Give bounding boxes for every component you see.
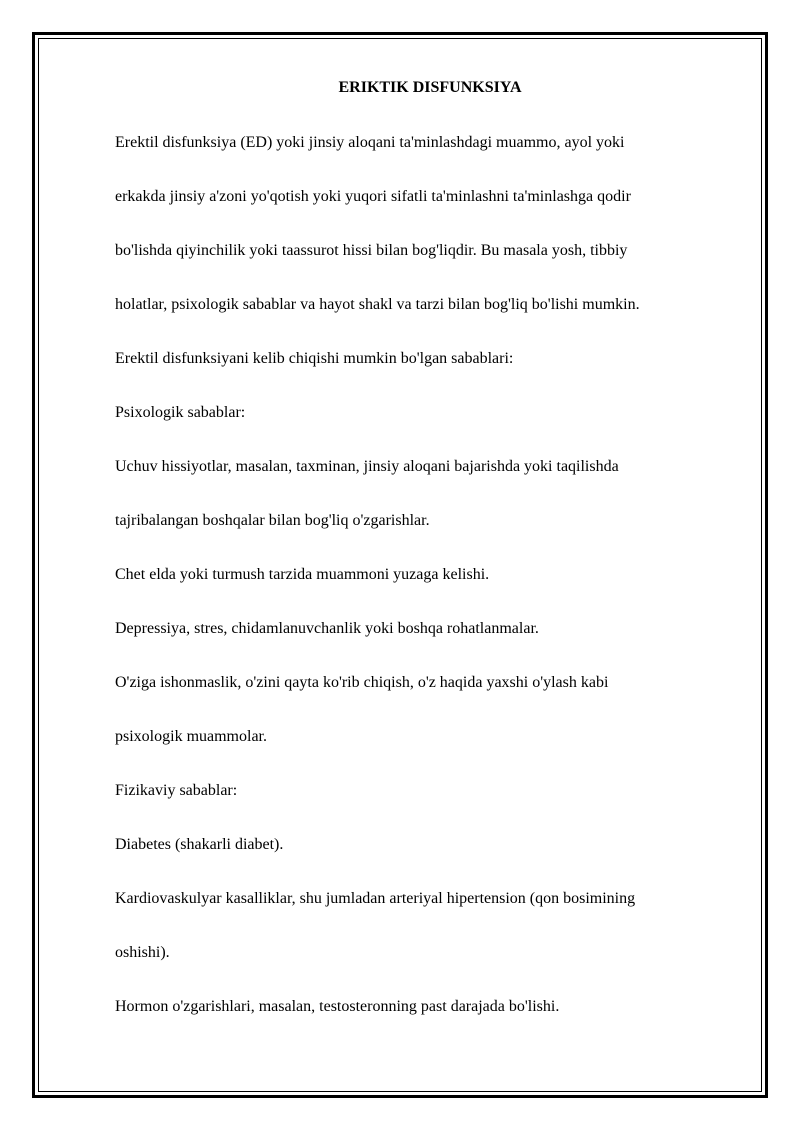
paragraph-line: psixologik muammolar. — [115, 728, 267, 745]
paragraph-line: Hormon o'zgarishlari, masalan, testosteronning past darajada bo'lishi. — [115, 998, 560, 1015]
paragraph-line: Chet elda yoki turmush tarzida muammoni yuzaga kelishi. — [115, 566, 490, 583]
paragraph-line: tajribalangan boshqalar bilan bog'liq o'zgarishlar. — [115, 512, 430, 529]
paragraph-line: Uchuv hissiyotlar, masalan, taxminan, jinsiy aloqani bajarishda yoki taqilishda — [115, 458, 619, 475]
paragraph-line: bo'lishda qiyinchilik yoki taassurot hissi bilan bog'liqdir. Bu masala yosh, tibbiy — [115, 242, 628, 259]
section-heading-psychological: Psixologik sabablar: — [115, 404, 246, 421]
paragraph-line: oshishi). — [115, 944, 170, 961]
paragraph-line: Diabetes (shakarli diabet). — [115, 836, 284, 853]
paragraph-line: erkakda jinsiy a'zoni yo'qotish yoki yuqori sifatli ta'minlashni ta'minlashga qodir — [115, 188, 631, 205]
document-title: ERIKTIK DISFUNKSIYA — [338, 79, 522, 96]
paragraph-line: Erektil disfunksiya (ED) yoki jinsiy aloqani ta'minlashdagi muammo, ayol yoki — [115, 134, 625, 151]
paragraph-line: Depressiya, stres, chidamlanuvchanlik yoki boshqa rohatlanmalar. — [115, 620, 539, 637]
paragraph-line: Kardiovaskulyar kasalliklar, shu jumladan arteriyal hipertension (qon bosimining — [115, 890, 636, 907]
section-heading-physical: Fizikaviy sabablar: — [115, 782, 238, 799]
paragraph-line: Erektil disfunksiyani kelib chiqishi mumkin bo'lgan sabablari: — [115, 350, 514, 367]
paragraph-line: O'ziga ishonmaslik, o'zini qayta ko'rib chiqish, o'z haqida yaxshi o'ylash kabi — [115, 674, 609, 691]
paragraph-line: holatlar, psixologik sabablar va hayot shakl va tarzi bilan bog'liq bo'lishi mumkin. — [115, 296, 640, 313]
